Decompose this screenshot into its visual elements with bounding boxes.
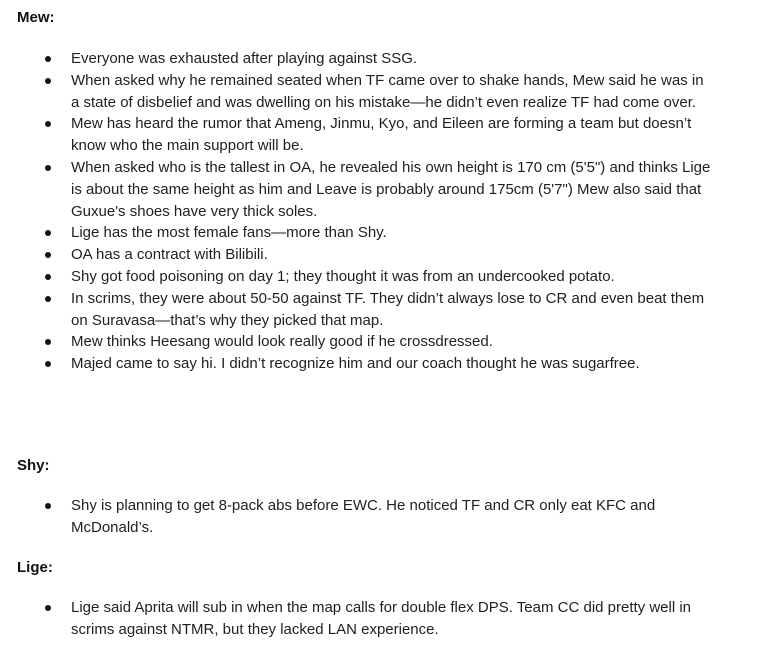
list-item-text: In scrims, they were about 50-50 against TF. They didn’t always lose to CR and even beat them on Suravasa—that’s why they picked that map. <box>71 289 705 329</box>
bullet-icon <box>45 121 51 127</box>
list-item <box>17 288 715 332</box>
list-item <box>17 222 715 244</box>
list-item-text: Shy got food poisoning on day 1; they thought it was from an undercooked potato. <box>71 267 615 285</box>
list-item <box>17 113 715 157</box>
list-item-text: Mew has heard the rumor that Ameng, Jinmu, Kyo, and Eileen are forming a team but doesn’t know who the main support will be. <box>71 115 692 155</box>
bullet-list-mew <box>17 48 715 375</box>
section-heading-shy: Shy: <box>17 457 50 474</box>
list-item-text: When asked who is the tallest in OA, he revealed his own height is 170 cm (5'5") and thinks Lige is about the same height as him and Leave is probably around 175cm (5'7") Mew also said that Guxue's shoes have very thick soles. <box>71 158 711 220</box>
list-item <box>17 48 715 70</box>
section-heading-lige: Lige: <box>17 559 53 576</box>
bullet-icon <box>45 78 51 84</box>
list-item <box>17 244 715 266</box>
list-item <box>17 353 715 375</box>
list-item <box>17 157 715 222</box>
bullet-list-lige <box>17 597 715 641</box>
list-item-text: Lige said Aprita will sub in when the map calls for double flex DPS. Team CC did pretty well in scrims against NTMR, but they lacked LAN experience. <box>71 599 692 638</box>
list-item-text: Majed came to say hi. I didn’t recognize him and our coach thought he was sugarfree. <box>71 355 640 373</box>
list-item-text: Everyone was exhausted after playing against SSG. <box>71 50 418 67</box>
list-item <box>17 70 715 114</box>
bullet-icon <box>45 361 51 367</box>
list-item-text: Lige has the most female fans—more than Shy. <box>71 224 387 242</box>
list-item-text: Shy is planning to get 8-pack abs before EWC. He noticed TF and CR only eat KFC and McDonald’s. <box>71 497 656 536</box>
bullet-icon <box>45 230 51 236</box>
bullet-icon <box>45 503 51 509</box>
bullet-icon <box>45 605 51 611</box>
list-item <box>17 266 715 288</box>
list-item-text: Mew thinks Heesang would look really good if he crossdressed. <box>71 333 493 351</box>
list-item <box>17 597 715 641</box>
list-item-text: OA has a contract with Bilibili. <box>71 246 268 264</box>
list-item <box>17 331 715 353</box>
bullet-icon <box>45 339 51 345</box>
bullet-icon <box>45 56 51 62</box>
bullet-icon <box>45 165 51 171</box>
bullet-icon <box>45 296 51 302</box>
bullet-icon <box>45 252 51 258</box>
list-item-text: When asked why he remained seated when TF came over to shake hands, Mew said he was in a state of disbelief and was dwelling on his mistake—he didn’t even realize TF had come over. <box>71 71 704 111</box>
list-item <box>17 495 715 539</box>
bullet-icon <box>45 274 51 280</box>
section-heading-mew: Mew: <box>17 9 55 26</box>
bullet-list-shy <box>17 495 715 539</box>
